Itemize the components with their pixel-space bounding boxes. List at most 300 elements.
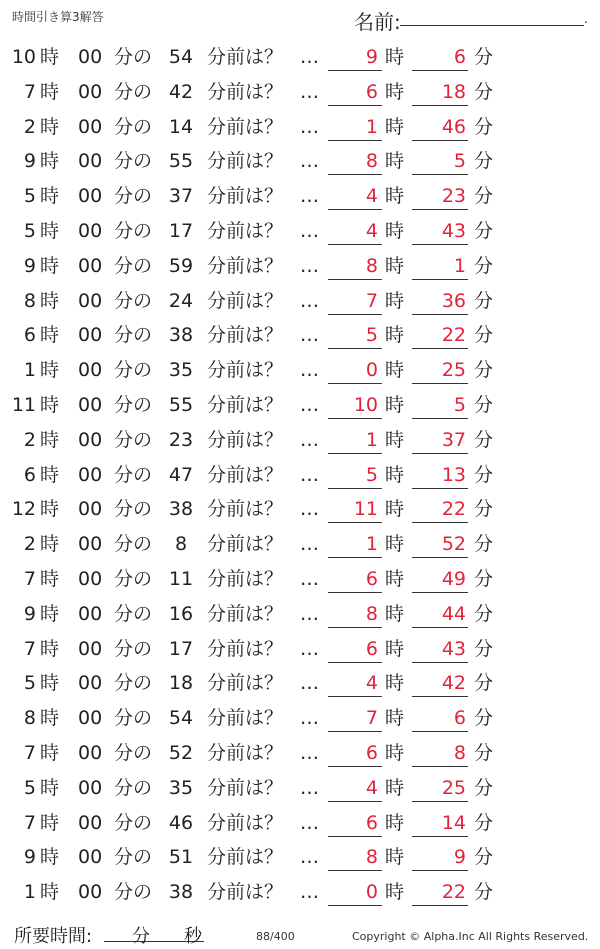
minutes-before-text: 分前は？	[207, 567, 284, 590]
ellipsis: …	[300, 254, 319, 277]
hour-unit: 時	[40, 567, 60, 590]
answer-hour-unit: 時	[385, 637, 405, 660]
hour-unit: 時	[40, 707, 60, 730]
minute-no-unit: 分の	[114, 254, 153, 277]
answer-minute-unit: 分	[474, 289, 494, 312]
answer-minute-unit: 分	[474, 150, 494, 173]
hour-unit: 時	[40, 602, 60, 625]
zero-minutes: 00	[78, 428, 103, 451]
problem-minutes: 14	[168, 115, 194, 138]
name-dot: .	[584, 12, 588, 26]
name-label: 名前:	[354, 10, 401, 34]
hour-unit: 時	[40, 533, 60, 556]
ellipsis: …	[300, 150, 319, 173]
answer-minute-unit: 分	[474, 428, 494, 451]
answer-minute: 23	[441, 185, 466, 208]
answer-minute-line	[412, 209, 468, 210]
problem-minutes: 38	[168, 324, 194, 347]
ellipsis: …	[300, 846, 319, 869]
minutes-before-text: 分前は？	[207, 219, 284, 242]
answer-minute-unit: 分	[474, 776, 494, 799]
problem-row	[0, 423, 600, 458]
hour-unit: 時	[40, 219, 60, 242]
zero-minutes: 00	[78, 811, 103, 834]
problem-hour: 7	[23, 567, 36, 590]
answer-hour: 8	[365, 254, 378, 277]
problem-minutes: 37	[168, 185, 194, 208]
answer-minute: 22	[441, 324, 466, 347]
ellipsis: …	[300, 289, 319, 312]
minute-no-unit: 分の	[114, 707, 153, 730]
answer-minute-line	[412, 244, 468, 245]
answer-minute: 44	[441, 602, 466, 625]
answer-minute-line	[412, 870, 468, 871]
answer-hour-line	[328, 627, 382, 628]
zero-minutes: 00	[78, 637, 103, 660]
zero-minutes: 00	[78, 463, 103, 486]
answer-minute-unit: 分	[474, 115, 494, 138]
problem-hour: 1	[23, 359, 36, 382]
ellipsis: …	[300, 463, 319, 486]
time-taken-second: 秒	[184, 926, 202, 947]
answer-minute: 14	[441, 811, 466, 834]
answer-minute-line	[412, 766, 468, 767]
answer-minute-unit: 分	[474, 185, 494, 208]
problem-row	[0, 840, 600, 875]
minute-no-unit: 分の	[114, 289, 153, 312]
answer-hour-line	[328, 140, 382, 141]
name-line	[400, 25, 584, 26]
zero-minutes: 00	[78, 46, 103, 68]
problem-minutes: 18	[168, 672, 194, 695]
answer-minute-line	[412, 70, 468, 71]
zero-minutes: 00	[78, 776, 103, 799]
problem-minutes: 54	[168, 707, 194, 730]
answer-hour: 5	[365, 463, 378, 486]
minutes-before-text: 分前は？	[207, 185, 284, 208]
zero-minutes: 00	[78, 115, 103, 138]
hour-unit: 時	[40, 324, 60, 347]
problem-hour: 9	[23, 254, 36, 277]
zero-minutes: 00	[78, 289, 103, 312]
problem-row	[0, 214, 600, 249]
worksheet-title: 時間引き算3解答	[12, 10, 104, 24]
answer-minute-line	[412, 105, 468, 106]
problem-hour: 2	[23, 533, 36, 556]
answer-hour-unit: 時	[385, 393, 405, 416]
minutes-before-text: 分前は？	[207, 881, 284, 904]
problem-hour: 7	[23, 811, 36, 834]
minutes-before-text: 分前は？	[207, 811, 284, 834]
ellipsis: …	[300, 393, 319, 416]
answer-hour-unit: 時	[385, 881, 405, 904]
ellipsis: …	[300, 567, 319, 590]
ellipsis: …	[300, 185, 319, 208]
hour-unit: 時	[40, 672, 60, 695]
answer-hour-line	[328, 731, 382, 732]
answer-minute-unit: 分	[474, 359, 494, 382]
copyright: Copyright © Alpha.Inc All Rights Reserved.	[352, 930, 589, 943]
ellipsis: …	[300, 324, 319, 347]
answer-hour-line	[328, 836, 382, 837]
answer-hour-line	[328, 348, 382, 349]
minute-no-unit: 分の	[114, 533, 153, 556]
problem-hour: 5	[23, 776, 36, 799]
problem-hour: 6	[23, 463, 36, 486]
problem-hour: 6	[23, 324, 36, 347]
problem-minutes: 38	[168, 498, 194, 521]
hour-unit: 時	[40, 115, 60, 138]
problem-row	[0, 597, 600, 632]
zero-minutes: 00	[78, 324, 103, 347]
minutes-before-text: 分前は？	[207, 498, 284, 521]
answer-minute: 22	[441, 881, 466, 904]
ellipsis: …	[300, 219, 319, 242]
answer-minute-unit: 分	[474, 637, 494, 660]
problem-hour: 5	[23, 672, 36, 695]
answer-minute-unit: 分	[474, 254, 494, 277]
answer-hour: 4	[365, 185, 378, 208]
answer-minute-line	[412, 836, 468, 837]
problem-row	[0, 736, 600, 771]
answer-hour: 6	[365, 80, 378, 103]
answer-minute-line	[412, 140, 468, 141]
answer-minute: 8	[453, 741, 466, 764]
answer-minute-line	[412, 522, 468, 523]
answer-minute-unit: 分	[474, 46, 494, 68]
answer-hour-unit: 時	[385, 533, 405, 556]
answer-minute: 36	[441, 289, 466, 312]
answer-minute-unit: 分	[474, 498, 494, 521]
problem-minutes: 35	[168, 359, 194, 382]
zero-minutes: 00	[78, 741, 103, 764]
ellipsis: …	[300, 602, 319, 625]
problem-minutes: 35	[168, 776, 194, 799]
hour-unit: 時	[40, 811, 60, 834]
answer-hour: 8	[365, 846, 378, 869]
problem-minutes: 55	[168, 393, 194, 416]
problem-row	[0, 110, 600, 145]
answer-minute: 49	[441, 567, 466, 590]
answer-minute-line	[412, 383, 468, 384]
hour-unit: 時	[40, 881, 60, 904]
answer-minute: 25	[441, 776, 466, 799]
problem-minutes: 24	[168, 289, 194, 312]
answer-hour-line	[328, 662, 382, 663]
minute-no-unit: 分の	[114, 115, 153, 138]
answer-minute-unit: 分	[474, 846, 494, 869]
answer-hour: 9	[365, 46, 378, 68]
problem-row	[0, 249, 600, 284]
minute-no-unit: 分の	[114, 567, 153, 590]
ellipsis: …	[300, 637, 319, 660]
hour-unit: 時	[40, 776, 60, 799]
hour-unit: 時	[40, 741, 60, 764]
problem-minutes: 52	[168, 741, 194, 764]
answer-hour-line	[328, 209, 382, 210]
answer-minute-unit: 分	[474, 741, 494, 764]
ellipsis: …	[300, 741, 319, 764]
answer-minute-unit: 分	[474, 219, 494, 242]
answer-minute-line	[412, 696, 468, 697]
problem-hour: 7	[23, 741, 36, 764]
ellipsis: …	[300, 776, 319, 799]
answer-hour: 0	[365, 359, 378, 382]
answer-minute-line	[412, 627, 468, 628]
problem-row	[0, 40, 600, 75]
answer-hour-unit: 時	[385, 254, 405, 277]
minutes-before-text: 分前は？	[207, 324, 284, 347]
ellipsis: …	[300, 707, 319, 730]
answer-hour-line	[328, 557, 382, 558]
problem-hour: 5	[23, 219, 36, 242]
problem-minutes: 51	[168, 846, 194, 869]
zero-minutes: 00	[78, 672, 103, 695]
answer-minute-unit: 分	[474, 80, 494, 103]
problem-minutes: 17	[168, 219, 194, 242]
ellipsis: …	[300, 498, 319, 521]
problem-hour: 11	[11, 393, 36, 416]
answer-hour-line	[328, 766, 382, 767]
minute-no-unit: 分の	[114, 150, 153, 173]
answer-hour-line	[328, 488, 382, 489]
problem-hour: 8	[23, 289, 36, 312]
hour-unit: 時	[40, 80, 60, 103]
answer-minute-line	[412, 662, 468, 663]
problem-minutes: 16	[168, 602, 194, 625]
problem-row	[0, 458, 600, 493]
answer-hour: 11	[353, 498, 378, 521]
answer-hour-unit: 時	[385, 324, 405, 347]
problem-row	[0, 771, 600, 806]
answer-hour-unit: 時	[385, 359, 405, 382]
answer-minute-line	[412, 557, 468, 558]
answer-minute: 37	[441, 428, 466, 451]
ellipsis: …	[300, 80, 319, 103]
zero-minutes: 00	[78, 567, 103, 590]
minute-no-unit: 分の	[114, 428, 153, 451]
answer-hour: 5	[365, 324, 378, 347]
zero-minutes: 00	[78, 219, 103, 242]
hour-unit: 時	[40, 289, 60, 312]
answer-hour: 8	[365, 602, 378, 625]
problem-minutes: 46	[168, 811, 194, 834]
answer-minute-line	[412, 905, 468, 906]
minutes-before-text: 分前は？	[207, 463, 284, 486]
answer-minute: 6	[453, 707, 466, 730]
problem-hour: 1	[23, 881, 36, 904]
minute-no-unit: 分の	[114, 393, 153, 416]
minute-no-unit: 分の	[114, 776, 153, 799]
answer-minute-line	[412, 348, 468, 349]
zero-minutes: 00	[78, 846, 103, 869]
answer-hour: 7	[365, 289, 378, 312]
problem-minutes: 59	[168, 254, 194, 277]
answer-hour-unit: 時	[385, 741, 405, 764]
minutes-before-text: 分前は？	[207, 846, 284, 869]
answer-hour-line	[328, 244, 382, 245]
answer-hour-unit: 時	[385, 463, 405, 486]
problem-row	[0, 179, 600, 214]
problem-minutes: 8	[174, 533, 188, 556]
problem-row	[0, 875, 600, 910]
answer-minute-unit: 分	[474, 393, 494, 416]
answer-hour: 1	[365, 115, 378, 138]
answer-minute-line	[412, 592, 468, 593]
answer-minute: 22	[441, 498, 466, 521]
minute-no-unit: 分の	[114, 80, 153, 103]
minute-no-unit: 分の	[114, 324, 153, 347]
zero-minutes: 00	[78, 185, 103, 208]
ellipsis: …	[300, 115, 319, 138]
answer-hour-unit: 時	[385, 46, 405, 68]
minute-no-unit: 分の	[114, 811, 153, 834]
answer-minute: 9	[453, 846, 466, 869]
answer-hour-unit: 時	[385, 185, 405, 208]
problem-hour: 7	[23, 80, 36, 103]
problem-list	[0, 40, 600, 910]
answer-hour: 0	[365, 881, 378, 904]
answer-hour-unit: 時	[385, 115, 405, 138]
hour-unit: 時	[40, 254, 60, 277]
hour-unit: 時	[40, 150, 60, 173]
answer-hour: 6	[365, 567, 378, 590]
answer-hour: 6	[365, 637, 378, 660]
ellipsis: …	[300, 672, 319, 695]
minute-no-unit: 分の	[114, 359, 153, 382]
problem-minutes: 38	[168, 881, 194, 904]
minute-no-unit: 分の	[114, 185, 153, 208]
minutes-before-text: 分前は？	[207, 776, 284, 799]
problem-hour: 10	[11, 46, 36, 68]
page-number: 88/400	[256, 930, 295, 943]
problem-minutes: 47	[168, 463, 194, 486]
answer-minute: 13	[441, 463, 466, 486]
answer-hour-line	[328, 279, 382, 280]
problem-minutes: 54	[168, 46, 194, 68]
answer-hour-unit: 時	[385, 80, 405, 103]
problem-row	[0, 144, 600, 179]
problem-row	[0, 701, 600, 736]
answer-minute-unit: 分	[474, 567, 494, 590]
answer-hour-unit: 時	[385, 567, 405, 590]
problem-row	[0, 492, 600, 527]
answer-hour: 1	[365, 428, 378, 451]
minutes-before-text: 分前は？	[207, 672, 284, 695]
hour-unit: 時	[40, 393, 60, 416]
answer-hour: 1	[365, 533, 378, 556]
hour-unit: 時	[40, 463, 60, 486]
hour-unit: 時	[40, 46, 60, 68]
answer-minute: 5	[453, 150, 466, 173]
minute-no-unit: 分の	[114, 672, 153, 695]
hour-unit: 時	[40, 185, 60, 208]
answer-hour-line	[328, 870, 382, 871]
answer-hour-line	[328, 418, 382, 419]
answer-hour: 8	[365, 150, 378, 173]
problem-row	[0, 527, 600, 562]
answer-minute: 6	[453, 46, 466, 68]
ellipsis: …	[300, 533, 319, 556]
minute-no-unit: 分の	[114, 463, 153, 486]
minute-no-unit: 分の	[114, 846, 153, 869]
answer-minute: 18	[441, 80, 466, 103]
zero-minutes: 00	[78, 498, 103, 521]
answer-minute-unit: 分	[474, 533, 494, 556]
answer-minute: 1	[453, 254, 466, 277]
answer-hour: 10	[353, 393, 378, 416]
answer-hour-unit: 時	[385, 846, 405, 869]
minute-no-unit: 分の	[114, 637, 153, 660]
hour-unit: 時	[40, 498, 60, 521]
problem-hour: 9	[23, 150, 36, 173]
answer-minute: 52	[441, 533, 466, 556]
answer-minute-line	[412, 418, 468, 419]
answer-hour-unit: 時	[385, 602, 405, 625]
zero-minutes: 00	[78, 393, 103, 416]
problem-hour: 2	[23, 428, 36, 451]
answer-hour-line	[328, 383, 382, 384]
minute-no-unit: 分の	[114, 741, 153, 764]
answer-minute: 42	[441, 672, 466, 695]
zero-minutes: 00	[78, 150, 103, 173]
ellipsis: …	[300, 428, 319, 451]
problem-minutes: 11	[168, 567, 194, 590]
zero-minutes: 00	[78, 533, 103, 556]
answer-hour-line	[328, 905, 382, 906]
zero-minutes: 00	[78, 602, 103, 625]
problem-row	[0, 562, 600, 597]
hour-unit: 時	[40, 846, 60, 869]
answer-minute: 46	[441, 115, 466, 138]
zero-minutes: 00	[78, 359, 103, 382]
answer-minute-unit: 分	[474, 881, 494, 904]
answer-hour-unit: 時	[385, 811, 405, 834]
answer-hour-unit: 時	[385, 428, 405, 451]
zero-minutes: 00	[78, 254, 103, 277]
problem-minutes: 17	[168, 637, 194, 660]
answer-minute-unit: 分	[474, 463, 494, 486]
time-taken-label: 所要時間:	[14, 926, 93, 947]
ellipsis: …	[300, 359, 319, 382]
answer-minute-unit: 分	[474, 707, 494, 730]
problem-hour: 2	[23, 115, 36, 138]
hour-unit: 時	[40, 637, 60, 660]
answer-hour-unit: 時	[385, 150, 405, 173]
answer-hour-unit: 時	[385, 776, 405, 799]
answer-hour-line	[328, 174, 382, 175]
ellipsis: …	[300, 881, 319, 904]
answer-minute: 5	[453, 393, 466, 416]
minute-no-unit: 分の	[114, 602, 153, 625]
answer-minute-line	[412, 801, 468, 802]
answer-hour-unit: 時	[385, 707, 405, 730]
minutes-before-text: 分前は？	[207, 359, 284, 382]
ellipsis: …	[300, 811, 319, 834]
answer-hour-line	[328, 801, 382, 802]
minutes-before-text: 分前は？	[207, 80, 284, 103]
problem-hour: 9	[23, 602, 36, 625]
answer-hour-unit: 時	[385, 289, 405, 312]
answer-hour-line	[328, 522, 382, 523]
answer-minute-unit: 分	[474, 602, 494, 625]
minute-no-unit: 分の	[114, 498, 153, 521]
answer-minute-line	[412, 731, 468, 732]
minutes-before-text: 分前は？	[207, 428, 284, 451]
minutes-before-text: 分前は？	[207, 741, 284, 764]
zero-minutes: 00	[78, 707, 103, 730]
answer-hour: 4	[365, 776, 378, 799]
